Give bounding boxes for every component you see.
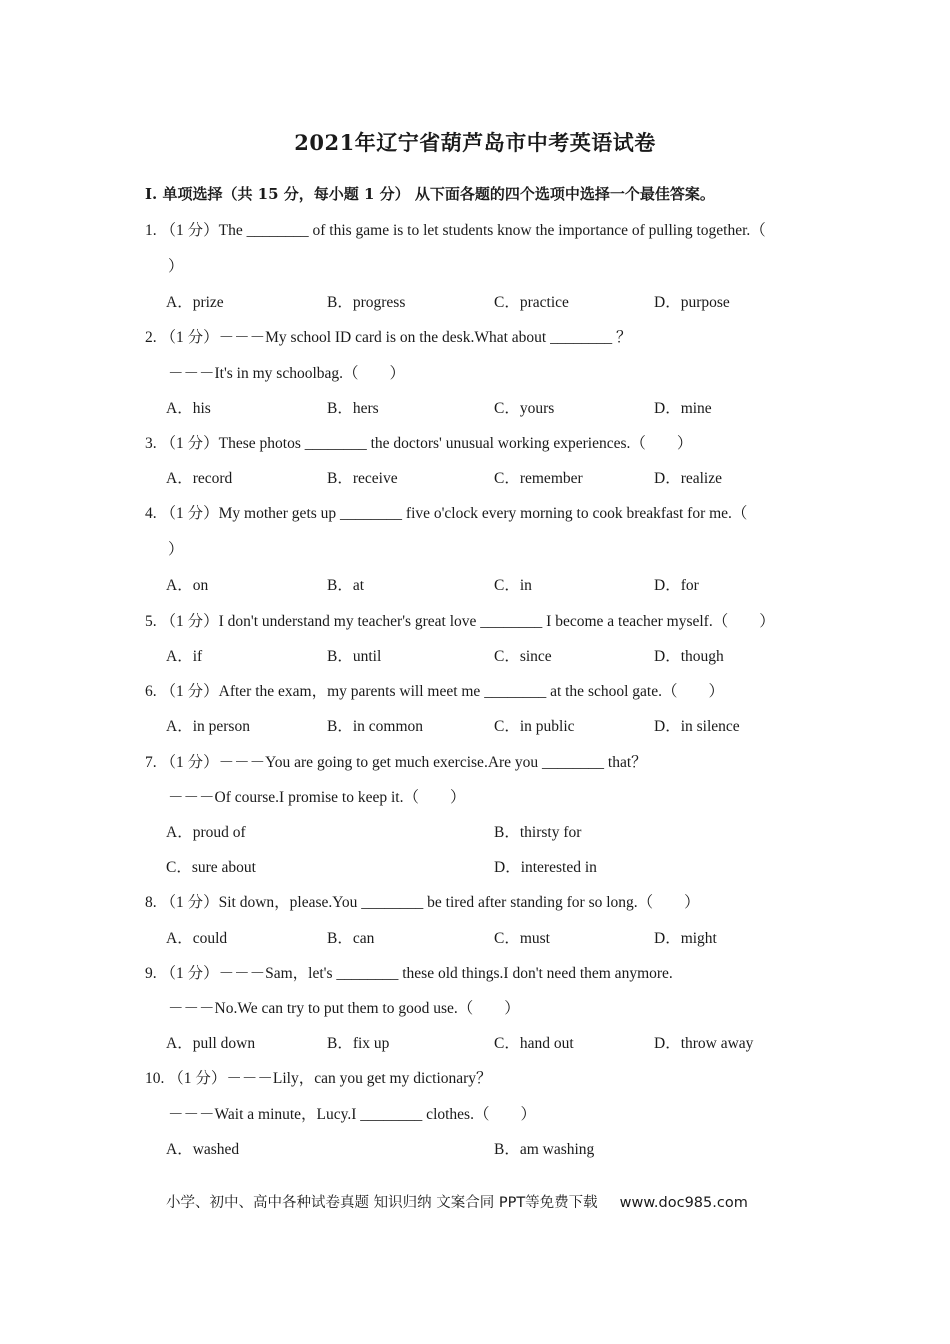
question-8: 8. （1 分）Sit down，please.You ________ be tired after standing for so long.（ ）: [145, 894, 700, 911]
q9-option-b: B．fix up: [327, 1035, 390, 1052]
q2-option-a: A．his: [166, 400, 211, 417]
q7-option-a: A．proud of: [166, 824, 246, 841]
q6-option-d: D．in silence: [654, 718, 740, 735]
q1-option-d: D．purpose: [654, 294, 730, 311]
q2-option-c: C．yours: [494, 400, 555, 417]
question-10-cont: －－－Wait a minute，Lucy.I ________ clothes.（ ）: [168, 1106, 536, 1123]
footer: [166, 1191, 748, 1212]
q6-option-b: B．in common: [327, 718, 424, 735]
question-2: 2. （1 分）－－－My school ID card is on the desk.What about ________ ？: [145, 329, 632, 346]
question-7: 7. （1 分）－－－You are going to get much exercise.Are you ________ that？: [145, 754, 647, 771]
question-4-cont: ）: [168, 541, 184, 558]
q3-option-d: D．realize: [654, 470, 722, 487]
question-5: 5. （1 分）I don't understand my teacher's great love ________ I become a teacher myself.（ ）: [145, 613, 775, 630]
question-1: 1. （1 分）The ________ of this game is to let students know the importance of pulling together.（: [145, 222, 766, 239]
q3-option-c: C．remember: [494, 470, 583, 487]
q1-option-c: C．practice: [494, 294, 569, 311]
q3-option-a: A．record: [166, 470, 233, 487]
q4-option-a: A．on: [166, 577, 209, 594]
q6-option-c: C．in public: [494, 718, 575, 735]
q1-option-b: B．progress: [327, 294, 406, 311]
q10-option-b: B．am washing: [494, 1141, 595, 1158]
q4-option-b: B．at: [327, 577, 365, 594]
q6-option-a: A．in person: [166, 718, 250, 735]
footer-text: 小学、初中、高中各种试卷真题 知识归纳 文案合同 PPT等免费下载: [166, 1195, 598, 1211]
footer-url-link[interactable]: www.doc985.com: [619, 1195, 748, 1211]
q5-option-d: D．though: [654, 648, 724, 665]
q9-option-d: D．throw away: [654, 1035, 754, 1052]
q2-option-b: B．hers: [327, 400, 379, 417]
q9-option-c: C．hand out: [494, 1035, 574, 1052]
q8-option-b: B．can: [327, 930, 375, 947]
q7-option-c: C．sure about: [166, 859, 256, 876]
q7-option-d: D．interested in: [494, 859, 597, 876]
q5-option-a: A．if: [166, 648, 203, 665]
q3-option-b: B．receive: [327, 470, 398, 487]
q4-option-c: C．in: [494, 577, 532, 594]
q8-option-c: C．must: [494, 930, 550, 947]
question-2-cont: －－－It's in my schoolbag.（ ）: [168, 365, 406, 382]
question-4: 4. （1 分）My mother gets up ________ five o'clock every morning to cook breakfast for me.（: [145, 505, 748, 522]
section-heading: I. 单项选择（共 15 分，每小题 1 分） 从下面各题的四个选项中选择一个最佳答案。: [145, 185, 715, 203]
question-1-cont: ）: [168, 258, 184, 275]
q8-option-a: A．could: [166, 930, 228, 947]
q9-option-a: A．pull down: [166, 1035, 256, 1052]
q1-option-a: A．prize: [166, 294, 224, 311]
question-6: 6. （1 分）After the exam，my parents will meet me ________ at the school gate.（ ）: [145, 683, 724, 700]
question-3: 3. （1 分）These photos ________ the doctors' unusual working experiences.（ ）: [145, 435, 693, 452]
question-7-cont: －－－Of course.I promise to keep it.（ ）: [168, 789, 466, 806]
q7-option-b: B．thirsty for: [494, 824, 582, 841]
question-10: 10. （1 分）－－－Lily，can you get my dictionary？: [145, 1070, 492, 1087]
page-title: 2021年辽宁省葫芦岛市中考英语试卷: [294, 130, 656, 155]
q4-option-d: D．for: [654, 577, 699, 594]
q2-option-d: D．mine: [654, 400, 712, 417]
q10-option-a: A．washed: [166, 1141, 240, 1158]
question-9-cont: －－－No.We can try to put them to good use.（ ）: [168, 1000, 520, 1017]
q8-option-d: D．might: [654, 930, 717, 947]
q5-option-b: B．until: [327, 648, 382, 665]
q5-option-c: C．since: [494, 648, 552, 665]
question-9: 9. （1 分）－－－Sam，let's ________ these old things.I don't need them anymore.: [145, 965, 673, 982]
